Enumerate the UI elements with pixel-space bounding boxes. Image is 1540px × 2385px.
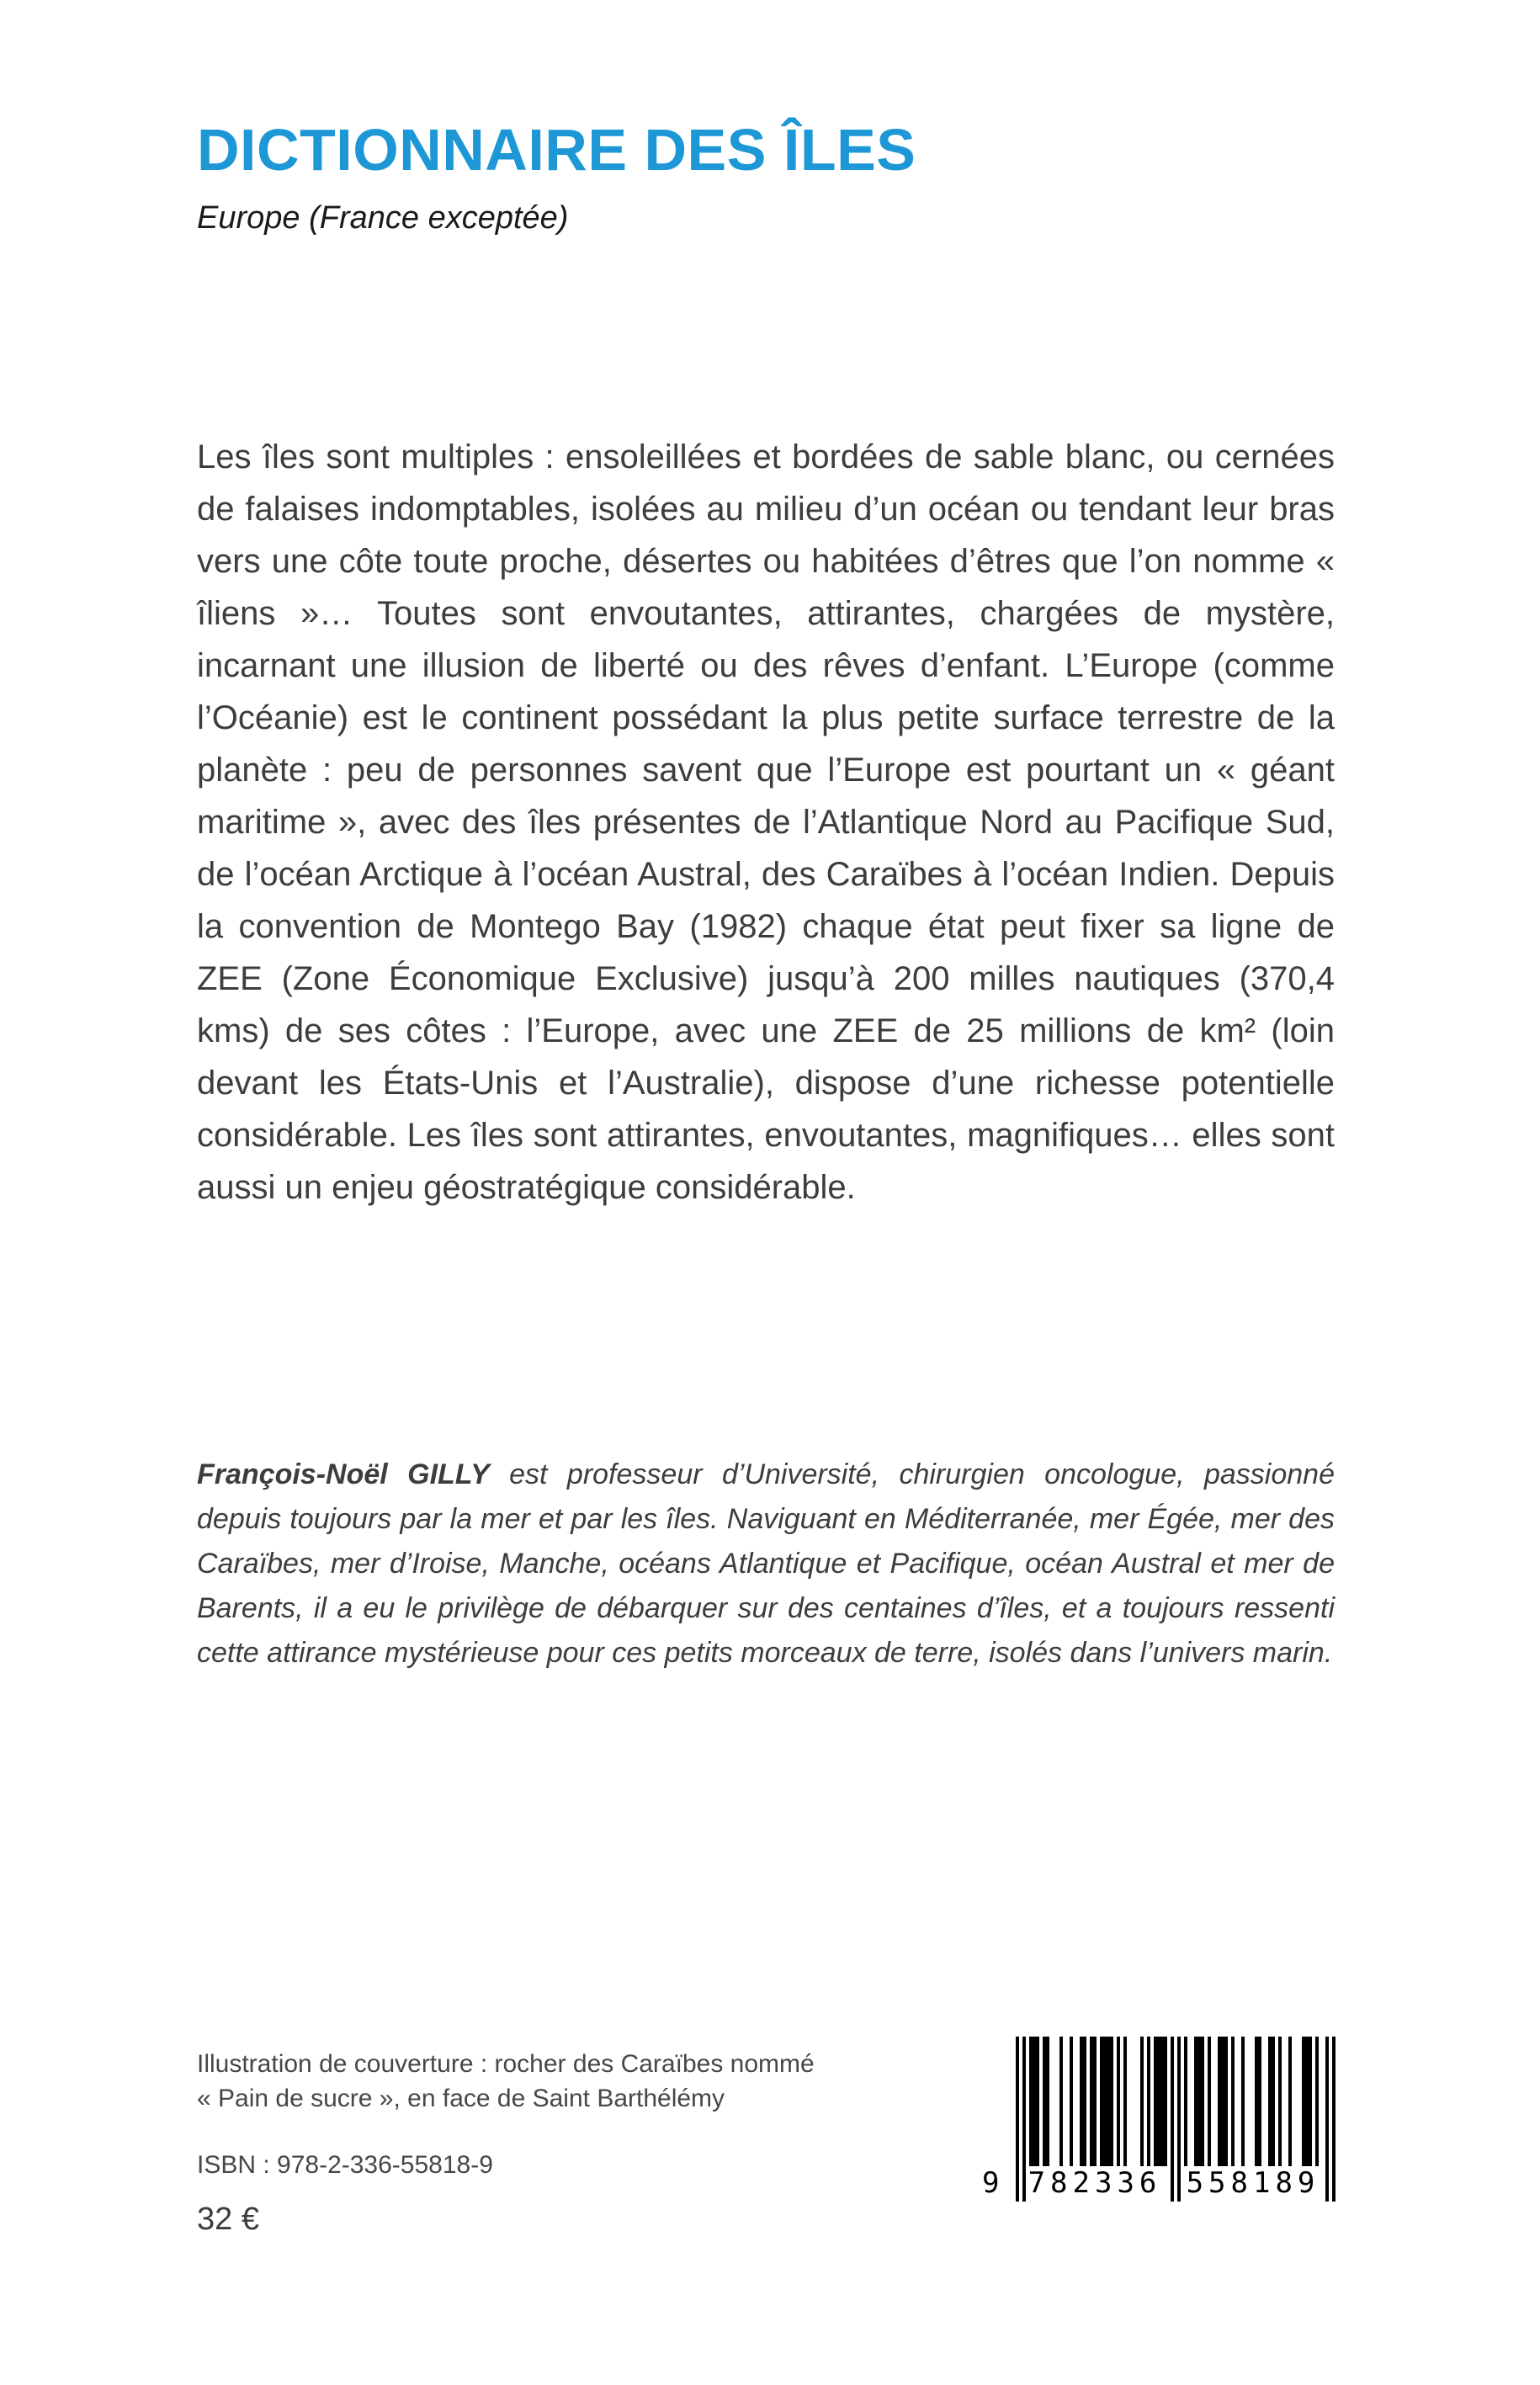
synopsis-paragraph: Les îles sont multiples : ensoleillées et bordées de sable blanc, ou cernées de falaises indomptables, isolées au milieu d’un océan ou tendant leur bras vers une côte toute proche, désertes ou habitées d’êtres que l’on nomme « îliens »… Toutes sont envoutantes, attirantes, chargées de mystère, incarnant une illusion de liberté ou des rêves d’enfant. L’Europe (comme l’Océanie) est le continent possédant la plus petite surface terrestre de la planète : peu de personnes savent que l’Europe est pourtant un « géant maritime », avec des îles présentes de l’Atlantique Nord au Pacifique Sud, de l’océan Arctique à l’océan Austral, des Caraïbes à l’océan Indien. Depuis la convention de Montego Bay (1982) chaque état peut fixer sa ligne de ZEE (Zone Économique Exclusive) jusqu’à 200 milles nautiques (370,4 kms) de ses côtes : l’Europe, avec une ZEE de 25 millions de km² (loin devant les États-Unis et l’Australie), dispose d’une richesse potentielle considérable. Les îles sont attirantes, envoutantes, magnifiques… elles sont aussi un enjeu géostratégique considérable. bbox=[197, 438, 1335, 1206]
credit-line-2: « Pain de sucre », en face de Saint Barthélémy bbox=[197, 2085, 725, 2112]
isbn-text: ISBN : 978-2-336-55818-9 bbox=[197, 2151, 493, 2179]
author-bio-text: est professeur d’Université, chirurgien oncologue, passionné depuis toujours par la mer et par les îles. Naviguant en Méditerranée, mer Égée, mer des Caraïbes, mer d’Iroise, Manche, océans Atlantique et Pacifique, océan Austral et mer de Barents, il a eu le privilège de débarquer sur des centaines d’îles, et a toujours ressenti cette attirance mystérieuse pour ces petits morceaux de terre, isolés dans l’univers marin. bbox=[197, 1458, 1335, 1669]
price-text: 32 € bbox=[197, 2202, 259, 2237]
barcode-digits-left: 782336 bbox=[1028, 2166, 1162, 2200]
ean13-barcode bbox=[980, 2037, 1376, 2239]
book-subtitle: Europe (France exceptée) bbox=[197, 200, 569, 236]
book-title: DICTIONNAIRE DES ÎLES bbox=[197, 117, 916, 183]
author-bio bbox=[197, 1453, 1335, 1676]
credit-line-1: Illustration de couverture : rocher des Caraïbes nommé bbox=[197, 2050, 815, 2078]
author-name: François-Noël GILLY bbox=[197, 1458, 490, 1490]
barcode-digit-first: 9 bbox=[982, 2166, 1000, 2200]
barcode-digits-right: 558189 bbox=[1186, 2166, 1320, 2200]
cover-illustration-credit bbox=[197, 2047, 815, 2116]
